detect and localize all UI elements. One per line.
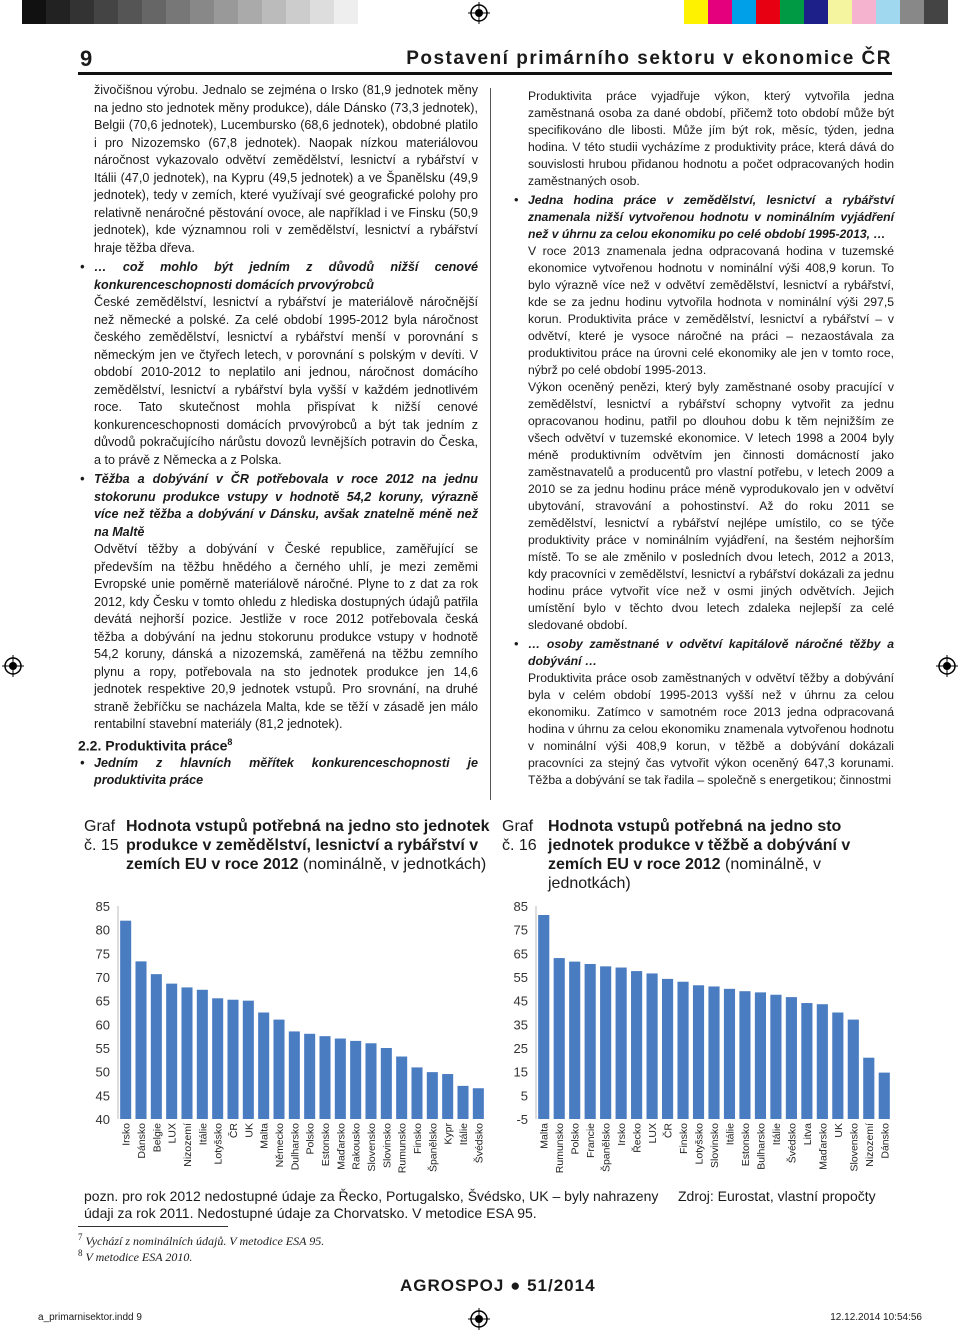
x-tick-label: Itálie bbox=[724, 1123, 737, 1146]
footnote-text: Vychází z nominálních údajů. V metodice ESA 95. bbox=[85, 1234, 325, 1248]
x-tick-label: Nizozemí bbox=[863, 1123, 876, 1167]
x-tick-label: UK bbox=[832, 1123, 845, 1138]
paragraph: Produktivita práce vyjadřuje výkon, který vytvořila jedna zaměstnaná osoba za dané období, přičemž toto období může být specifikováno dle libosti. Může jím být rok, měsíc, týden, jedna hodina. V této studii vycházíme z produktivity práce, která dává do souvislosti hrubou přidanou hodnotu a počet odpracovaných hodin zaměstnaných osob. bbox=[528, 89, 894, 188]
x-tick-label: Polsko bbox=[304, 1123, 317, 1155]
x-tick-label: ČR bbox=[662, 1123, 675, 1139]
y-tick-label: 45 bbox=[95, 1088, 110, 1104]
x-tick-label: Francie bbox=[585, 1123, 598, 1159]
x-tick-label: Slovinsko bbox=[709, 1123, 721, 1168]
figure-label-16: Graf č. 16 bbox=[502, 818, 537, 854]
bar bbox=[708, 986, 719, 1119]
bullet-heading: • Jedna hodina práce v zemědělství, lesnictví a rybářství znamenala nižší vytvořenou hodnotu v nominálním vyjádření než v úhrnu za celou ekonomiku po celé období 1995-2013, … bbox=[512, 192, 894, 243]
figure-label-15: Graf č. 15 bbox=[84, 818, 119, 854]
bar bbox=[600, 966, 611, 1119]
column-divider bbox=[490, 88, 491, 800]
footnote-number: 8 bbox=[78, 1248, 83, 1258]
bar bbox=[538, 915, 549, 1119]
x-tick-label: Dánsko bbox=[136, 1123, 148, 1159]
y-tick-label: 75 bbox=[513, 922, 528, 938]
x-tick-label: Dulharsko bbox=[289, 1123, 302, 1171]
bar bbox=[755, 992, 766, 1119]
x-tick-label: Slovensko bbox=[848, 1123, 861, 1172]
paragraph: V roce 2013 znamenala jedna odpracovaná hodina v tuzemské ekonomice vytvořenou hodnotu v nominální výši 408,9 korun. To bylo výrazně více než v odvětví zemědělství, lesnictví a rybářství, kde se za jednu hodinu vytvořila hodnota v nominální výši 297,5 korun. Produktivita práce v zemědělství, lesnictví a rybářství – v odvětví, které je vysoce náročné na práci – nezaostávala za produktivitou práce na úrovni celé ekonomiky ale jen v tomto roce, nýbrž po celé období 1995-2013. bbox=[528, 244, 894, 377]
bar bbox=[817, 1004, 828, 1119]
x-tick-label: Malta bbox=[258, 1123, 271, 1149]
x-tick-label: Švédsko bbox=[786, 1123, 799, 1164]
bar bbox=[289, 1031, 300, 1119]
bar bbox=[457, 1086, 468, 1119]
chart-note: pozn. pro rok 2012 nedostupné údaje za Řecko, Portugalsko, Švédsko, UK – byly nahrazeny údaji za rok 2011. Nedostupné údaje za Chorvatsko. V metodice ESA 95. bbox=[84, 1188, 659, 1221]
x-tick-label: Nizozemí bbox=[182, 1123, 194, 1167]
y-tick-label: 15 bbox=[513, 1064, 528, 1080]
x-tick-label: Švédsko bbox=[473, 1123, 486, 1164]
x-tick-label: Itálie bbox=[770, 1123, 783, 1146]
footnote-number: 7 bbox=[78, 1232, 83, 1242]
left-column bbox=[78, 82, 478, 790]
bar bbox=[616, 968, 627, 1119]
bar bbox=[569, 962, 580, 1119]
x-tick-label: Dánsko bbox=[879, 1123, 892, 1159]
bar bbox=[411, 1067, 422, 1119]
bar bbox=[770, 995, 781, 1119]
bar bbox=[848, 1020, 859, 1119]
bar bbox=[739, 991, 750, 1119]
y-tick-label: 80 bbox=[95, 922, 110, 938]
bar bbox=[631, 971, 642, 1119]
x-tick-label: Malta bbox=[538, 1123, 551, 1149]
paragraph: Odvětví těžby a dobývání v České republice, zaměřující se především na těžbu hnědého a černého uhlí, je mezi zeměmi Evropské unie poměrně materiálově náročné. Plyne to z dat za rok 2012, kdy Česku v tomto ohledu z hlediska dostupných údajů patřila devátá nejhorší pozice. Jestliže v roce 2012 potřebovala česká těžba a dobývání na jednu stokorunu produkce vstupy v hodnotě 54,2 koruny, dánská a nizozemská, zaměřená na těžbu zemního plynu a ropy, potřebovala na sto jednotek produkce jen 14,6 jednotek respektive 20,9 jednotek vstupů. Pro srovnání, na druhé straně žebříčku se nacházela Malta, kde se těží v zásadě jen málo rentabilní stavební materiály (81,2 jednotek). bbox=[94, 542, 478, 731]
x-tick-label: Kypr bbox=[442, 1123, 455, 1145]
bar bbox=[197, 990, 208, 1119]
bullet-heading: • Těžba a dobývání v ČR potřebovala v roce 2012 na jednu stokorunu produkce vstupy v hodnotě 54,2 koruny, výrazně více než těžba a dobývání v Dánsku, avšak znatelně méně než na Maltě bbox=[78, 471, 478, 541]
bar bbox=[151, 974, 162, 1119]
bar bbox=[442, 1074, 453, 1119]
bar bbox=[801, 1003, 812, 1119]
bar bbox=[879, 1073, 890, 1119]
bar bbox=[396, 1057, 407, 1119]
registration-mark-icon bbox=[936, 655, 958, 677]
bar bbox=[427, 1072, 438, 1119]
x-tick-label: Německo bbox=[274, 1123, 286, 1168]
x-tick-label: Slovinsko bbox=[381, 1123, 394, 1168]
bar bbox=[227, 1000, 238, 1119]
paragraph: Výkon oceněný penězi, který byly zaměstnané osoby pracující v zemědělství, lesnictví a rybářství schopny vytvořit za jednu opracovanou hodinu, patřil po dlouhou dobu k těm nejnižším ze všech odvětví v tuzemské ekonomice. V letech 1998 a 2004 byly méně produktivním odvětvím jen činnosti domácností jako zaměstnavatelů a producentů pro vlastní potřebu, v letech 2009 a 2010 se za jednu hodinu práce méně vyprodukovalo jen v odvětví ubytování, stravování a pohostinství. Až do roku 2011 se zemědělství, lesnictví a rybářství nejlépe umístilo, co se týče produktivity práce v nominálním vyjádření, na šestém nejhorším místě. To se ale změnilo v posledních dvou letech, 2012 a 2013, kdy pracovníci v zemědělství, lesnictví a rybářství dokázali za jednu hodinu práce vytvořit více než v osmi jiných odvětvích. Jejich umístění bylo v těchto dvou letech zdaleka nejlepší za celé sledované období. bbox=[528, 380, 894, 632]
figure-caption-bold: Hodnota vstupů potřebná na jedno sto jednotek produkce v těžbě a dobývání v zemích EU v roce 2012 bbox=[548, 818, 851, 873]
x-tick-label: Irsko bbox=[120, 1123, 133, 1146]
x-tick-label: Belgie bbox=[151, 1123, 164, 1153]
x-tick-label: Irsko bbox=[616, 1123, 629, 1146]
bar bbox=[585, 964, 596, 1119]
bar bbox=[662, 979, 673, 1119]
bar bbox=[381, 1048, 392, 1119]
x-tick-label: Rakousko bbox=[350, 1123, 363, 1170]
x-tick-label: Litva bbox=[801, 1123, 814, 1146]
bar bbox=[120, 921, 131, 1119]
y-tick-label: 85 bbox=[95, 899, 110, 914]
x-tick-label: Finsko bbox=[678, 1123, 691, 1154]
page-number: 9 bbox=[80, 46, 93, 71]
footer-logo: AGROSPOJ ● 51/2014 bbox=[400, 1276, 596, 1295]
x-tick-label: Španělsko bbox=[600, 1123, 613, 1173]
bar bbox=[350, 1041, 361, 1119]
footnote-rule bbox=[78, 1226, 228, 1227]
x-tick-label: Bulharsko bbox=[755, 1123, 768, 1170]
slug-filename: a_primarnisektor.indd 9 bbox=[38, 1312, 142, 1323]
y-tick-label: 70 bbox=[95, 970, 110, 985]
bar bbox=[212, 998, 223, 1119]
bar bbox=[693, 985, 704, 1119]
y-tick-label: 50 bbox=[95, 1064, 110, 1080]
x-tick-label: Slovensko bbox=[366, 1123, 378, 1172]
y-tick-label: -5 bbox=[516, 1112, 528, 1127]
x-tick-label: Lotyšsko bbox=[693, 1123, 706, 1165]
x-tick-label: Španělsko bbox=[427, 1123, 440, 1173]
bar bbox=[273, 1020, 284, 1119]
bar bbox=[181, 987, 192, 1119]
x-tick-label: LUX bbox=[647, 1123, 660, 1144]
paragraph: České zemědělství, lesnictví a rybářství je materiálově náročnější než německé a polské. Za celé období 1995-2012 byla náročnost českého zemědělství, lesnictví a rybářství menší v porovnání s německým jen ve čtyřech letech, v porovnání s polským v devíti. V období 2010-2012 to neplatilo ani jednou, náročnost domácího zemědělství, lesnictví a rybářství byla vyšší v každém jednotlivém roce. Tato skutečnost mohla přispívat k nižší cenové konkurenceschopnosti domácích prvovýrobců a být tak jedním z důvodů pokračujícího nárůstu dovozů levnějších potravin do Česka, a to právě z Německa a z Polska. bbox=[94, 295, 478, 467]
y-tick-label: 45 bbox=[513, 993, 528, 1009]
registration-mark-icon bbox=[2, 655, 24, 677]
registration-grayscale-bar bbox=[22, 0, 358, 24]
x-tick-label: ČR bbox=[228, 1123, 240, 1139]
figure-caption-15 bbox=[126, 817, 496, 874]
bar bbox=[365, 1043, 376, 1119]
bar bbox=[166, 984, 177, 1119]
y-tick-label: 35 bbox=[513, 1017, 528, 1033]
bar bbox=[647, 973, 658, 1119]
registration-mark-icon bbox=[468, 1308, 490, 1330]
bullet-heading: • … což mohlo být jedním z důvodů nižší cenové konkurenceschopnosti domácích prvovýrobců bbox=[78, 259, 478, 294]
paragraph: živočišnou výrobu. Jednalo se zejména o Irsko (81,9 jednotek měny na jedno sto jednotek měny produkce), dále Dánsko (73,3 jednotek), Belgii (70,6 jednotek), Lucembursko (68,6 jednotek), obdobné platilo i pro Nizozemsko (67,8 jednotek). Naopak nízkou materiálovou náročnost vykazovalo odvětví zemědělství, lesnictví a rybářství v Itálii (47,0 jednotek), na Kypru (49,5 jednotek) a ve Španělsku (49,9 jednotek), tedy v zemích, které využívají své geografické polohy pro relativně nenáročné pěstování ovoce, ale například i ve Finsku (50,9 jednotek), kde významnou roli v zemědělství, lesnictví a rybářství hraje těžba dřeva. bbox=[94, 83, 478, 255]
figure-caption-unit: (nominálně, v jednotkách) bbox=[548, 856, 822, 892]
bar-chart-mining bbox=[502, 892, 894, 1182]
bar bbox=[258, 1013, 269, 1120]
x-tick-label: Maďarsko bbox=[817, 1123, 830, 1170]
x-tick-label: Itálie bbox=[197, 1123, 210, 1146]
y-tick-label: 55 bbox=[513, 970, 528, 985]
footnote-text: V metodice ESA 2010. bbox=[85, 1250, 193, 1264]
footnote bbox=[78, 1246, 192, 1264]
bar bbox=[243, 1001, 254, 1119]
x-tick-label: Rumunsko bbox=[554, 1123, 567, 1174]
y-tick-label: 40 bbox=[95, 1112, 110, 1127]
bar bbox=[677, 982, 688, 1119]
x-tick-label: Lotyšsko bbox=[212, 1123, 225, 1165]
figure-caption-16 bbox=[548, 817, 888, 893]
y-tick-label: 85 bbox=[513, 899, 528, 914]
bar bbox=[473, 1088, 484, 1119]
registration-mark-icon bbox=[468, 2, 490, 24]
paragraph: Produktivita práce osob zaměstnaných v odvětví těžby a dobývání byla v celém období 1995-2013 vyšší než v úhrnu za celou ekonomiku. Zatímco v samotném roce 2013 jedna odpracovaná hodina v úhrnu za celou ekonomiku znamenala vytvořenou hodnotu v nominální výši 408,9 korun, v těžbě a dobývání dokázali pracovníci za stejný čas vytvořit výkon oceněný 647,3 korunami. Těžba a dobývání se tak řadila – společně s energetikou; činnostmi bbox=[528, 671, 894, 787]
x-tick-label: Itálie bbox=[458, 1123, 470, 1146]
bar bbox=[304, 1034, 315, 1119]
section-title: 2.2. Produktivita práce bbox=[78, 737, 228, 754]
right-column bbox=[512, 88, 894, 789]
y-tick-label: 75 bbox=[95, 946, 110, 962]
section-heading bbox=[78, 734, 478, 755]
y-tick-label: 5 bbox=[520, 1088, 528, 1104]
x-tick-label: UK bbox=[243, 1123, 256, 1138]
bullet-heading: • … osoby zaměstnané v odvětví kapitálově náročné těžby a dobývání … bbox=[512, 636, 894, 670]
bullet-heading: • Jedním z hlavních měřítek konkurenceschopnosti je produktivita práce bbox=[78, 755, 478, 790]
y-tick-label: 65 bbox=[95, 993, 110, 1009]
bar bbox=[724, 989, 735, 1119]
x-tick-label: Estonsko bbox=[739, 1123, 752, 1167]
bar bbox=[863, 1058, 874, 1119]
x-tick-label: Polsko bbox=[569, 1123, 582, 1155]
y-tick-label: 55 bbox=[95, 1041, 110, 1056]
bar bbox=[135, 961, 146, 1119]
bar bbox=[335, 1039, 346, 1119]
x-tick-label: LUX bbox=[166, 1123, 179, 1144]
x-tick-label: Řecko bbox=[631, 1123, 644, 1153]
bar bbox=[832, 1013, 843, 1120]
header-rule bbox=[78, 72, 892, 75]
figure-caption-bold: Hodnota vstupů potřebná na jedno sto jednotek produkce v zemědělství, lesnictví a rybářství v zemích EU v roce 2012 bbox=[126, 818, 490, 873]
x-tick-label: Estonsko bbox=[320, 1123, 332, 1167]
bar-chart-agriculture bbox=[84, 892, 492, 1182]
x-tick-label: Finsko bbox=[412, 1123, 424, 1154]
y-tick-label: 25 bbox=[513, 1041, 528, 1056]
registration-color-bar bbox=[684, 0, 948, 24]
x-tick-label: Rumunsko bbox=[396, 1123, 409, 1174]
x-tick-label: Maďarsko bbox=[335, 1123, 348, 1170]
bar bbox=[786, 997, 797, 1119]
section-footnote-ref: 8 bbox=[227, 736, 233, 747]
running-header-title: Postavení primárního sektoru v ekonomice ČR bbox=[406, 48, 892, 69]
bar bbox=[554, 958, 565, 1119]
figure-caption-unit: (nominálně, v jednotkách) bbox=[298, 856, 487, 873]
y-tick-label: 60 bbox=[95, 1017, 110, 1033]
slug-timestamp: 12.12.2014 10:54:56 bbox=[830, 1312, 922, 1323]
y-tick-label: 65 bbox=[513, 946, 528, 962]
bar bbox=[319, 1036, 330, 1119]
chart-source: Zdroj: Eurostat, vlastní propočty bbox=[678, 1188, 876, 1204]
